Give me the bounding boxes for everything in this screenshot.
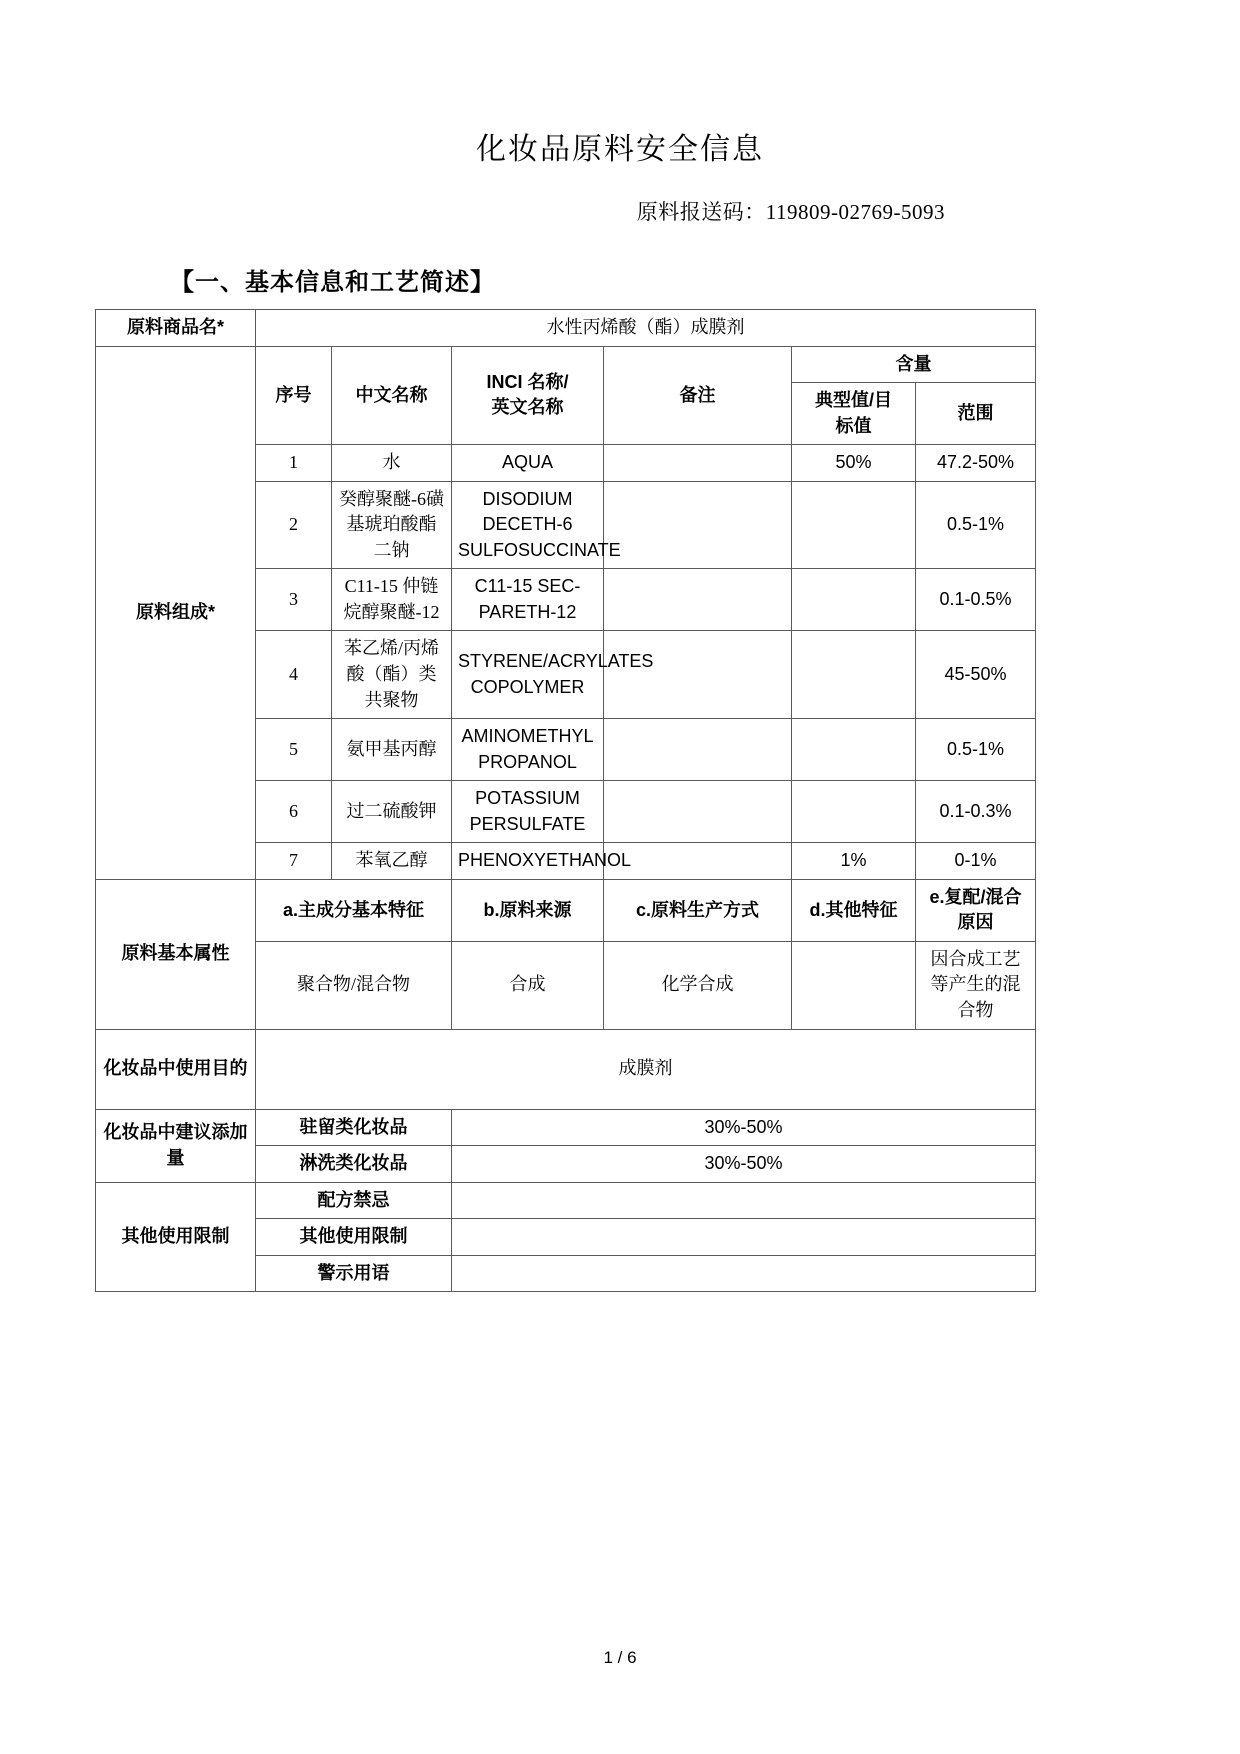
page-number: 1 / 6: [603, 1648, 637, 1667]
ingredient-chinese-name: 癸醇聚醚-6磺基琥珀酸酯二钠: [332, 481, 452, 569]
ingredient-index: 5: [256, 719, 332, 781]
page-title: 化妆品原料安全信息: [476, 133, 764, 166]
ingredient-remark: [604, 481, 792, 569]
ingredient-range: 0.1-0.5%: [916, 569, 1036, 631]
ingredient-range: 0.5-1%: [916, 481, 1036, 569]
recommended-value-leave-on: 30%-50%: [452, 1109, 1036, 1146]
ingredient-inci-name: C11-15 SEC-PARETH-12: [452, 569, 604, 631]
ingredient-typical-value: [792, 631, 916, 719]
header-inci-line1: INCI 名称/: [486, 371, 569, 392]
ingredient-typical-value: [792, 781, 916, 843]
section-heading-basic-info: 【一、基本信息和工艺简述】: [170, 269, 495, 296]
attr-value-main-feature: 聚合物/混合物: [256, 941, 452, 1029]
ingredient-inci-name: POTASSIUM PERSULFATE: [452, 781, 604, 843]
header-inci-line2: 英文名称: [491, 397, 564, 418]
header-typical-value: [792, 383, 916, 445]
ingredient-typical-value: 1%: [792, 843, 916, 880]
ingredient-index: 6: [256, 781, 332, 843]
restriction-value-other-use: [452, 1219, 1036, 1256]
other-restrictions-label: 其他使用限制: [96, 1182, 256, 1292]
composition-label: 原料组成*: [96, 346, 256, 879]
header-index: 序号: [256, 346, 332, 445]
ingredient-inci-name: AMINOMETHYL PROPANOL: [452, 719, 604, 781]
attr-header-blend-reason: e.复配/混合原因: [916, 879, 1036, 941]
ingredient-typical-value: [792, 481, 916, 569]
restriction-value-formula-taboo: [452, 1182, 1036, 1219]
header-inci-name: [452, 346, 604, 445]
trade-name-label: 原料商品名*: [96, 310, 256, 347]
ingredient-range: 0-1%: [916, 843, 1036, 880]
table-row-composition-header-1: [96, 346, 1036, 383]
ingredient-range: 0.1-0.3%: [916, 781, 1036, 843]
attr-header-other: d.其他特征: [792, 879, 916, 941]
table-row-recommended-leave-on: [96, 1109, 1036, 1146]
ingredient-index: 1: [256, 445, 332, 482]
attr-header-production: c.原料生产方式: [604, 879, 792, 941]
attr-value-other: [792, 941, 916, 1029]
ingredient-chinese-name: 苯氧乙醇: [332, 843, 452, 880]
report-code: 原料报送码：119809-02769-5093: [636, 200, 945, 224]
recommended-value-rinse-off: 30%-50%: [452, 1146, 1036, 1183]
ingredient-chinese-name: 水: [332, 445, 452, 482]
attr-value-blend-reason: 因合成工艺等产生的混合物: [916, 941, 1036, 1029]
attr-header-source: b.原料来源: [452, 879, 604, 941]
header-typical-line1: 典型值/目: [814, 390, 892, 411]
header-typical-line2: 标值: [835, 415, 872, 436]
ingredient-range: 0.5-1%: [916, 719, 1036, 781]
table-row-purpose: [96, 1029, 1036, 1109]
restriction-value-warning: [452, 1255, 1036, 1292]
table-row-restriction-formula-taboo: [96, 1182, 1036, 1219]
restriction-type-formula-taboo: 配方禁忌: [256, 1182, 452, 1219]
ingredient-info-table: [95, 309, 1036, 1292]
ingredient-inci-name: PHENOXYETHANOL: [452, 843, 604, 880]
trade-name-value: 水性丙烯酸（酯）成膜剂: [256, 310, 1036, 347]
ingredient-remark: [604, 781, 792, 843]
ingredient-remark: [604, 719, 792, 781]
recommended-amount-label: 化妆品中建议添加量: [96, 1109, 256, 1182]
ingredient-range: 45-50%: [916, 631, 1036, 719]
header-range: 范围: [916, 383, 1036, 445]
ingredient-index: 7: [256, 843, 332, 880]
ingredient-chinese-name: 苯乙烯/丙烯酸（酯）类共聚物: [332, 631, 452, 719]
ingredient-index: 2: [256, 481, 332, 569]
attr-value-production: 化学合成: [604, 941, 792, 1029]
restriction-type-other-use: 其他使用限制: [256, 1219, 452, 1256]
ingredient-inci-name: DISODIUM DECETH-6 SULFOSUCCINATE: [452, 481, 604, 569]
ingredient-index: 4: [256, 631, 332, 719]
purpose-label: 化妆品中使用目的: [96, 1029, 256, 1109]
ingredient-remark: [604, 631, 792, 719]
ingredient-remark: [604, 569, 792, 631]
header-content: 含量: [792, 346, 1036, 383]
attr-value-source: 合成: [452, 941, 604, 1029]
ingredient-chinese-name: 过二硫酸钾: [332, 781, 452, 843]
recommended-type-leave-on: 驻留类化妆品: [256, 1109, 452, 1146]
purpose-value: 成膜剂: [256, 1029, 1036, 1109]
ingredient-remark: [604, 445, 792, 482]
ingredient-inci-name: AQUA: [452, 445, 604, 482]
recommended-type-rinse-off: 淋洗类化妆品: [256, 1146, 452, 1183]
basic-attributes-label: 原料基本属性: [96, 879, 256, 1029]
table-row-trade-name: [96, 310, 1036, 347]
header-remark: 备注: [604, 346, 792, 445]
ingredient-typical-value: [792, 719, 916, 781]
ingredient-typical-value: 50%: [792, 445, 916, 482]
header-chinese-name: 中文名称: [332, 346, 452, 445]
attr-header-main-feature: a.主成分基本特征: [256, 879, 452, 941]
ingredient-range: 47.2-50%: [916, 445, 1036, 482]
ingredient-remark: [604, 843, 792, 880]
restriction-type-warning: 警示用语: [256, 1255, 452, 1292]
ingredient-chinese-name: C11-15 仲链烷醇聚醚-12: [332, 569, 452, 631]
ingredient-inci-name: STYRENE/ACRYLATES COPOLYMER: [452, 631, 604, 719]
ingredient-typical-value: [792, 569, 916, 631]
ingredient-chinese-name: 氨甲基丙醇: [332, 719, 452, 781]
ingredient-index: 3: [256, 569, 332, 631]
table-row-basic-attributes-header: [96, 879, 1036, 941]
